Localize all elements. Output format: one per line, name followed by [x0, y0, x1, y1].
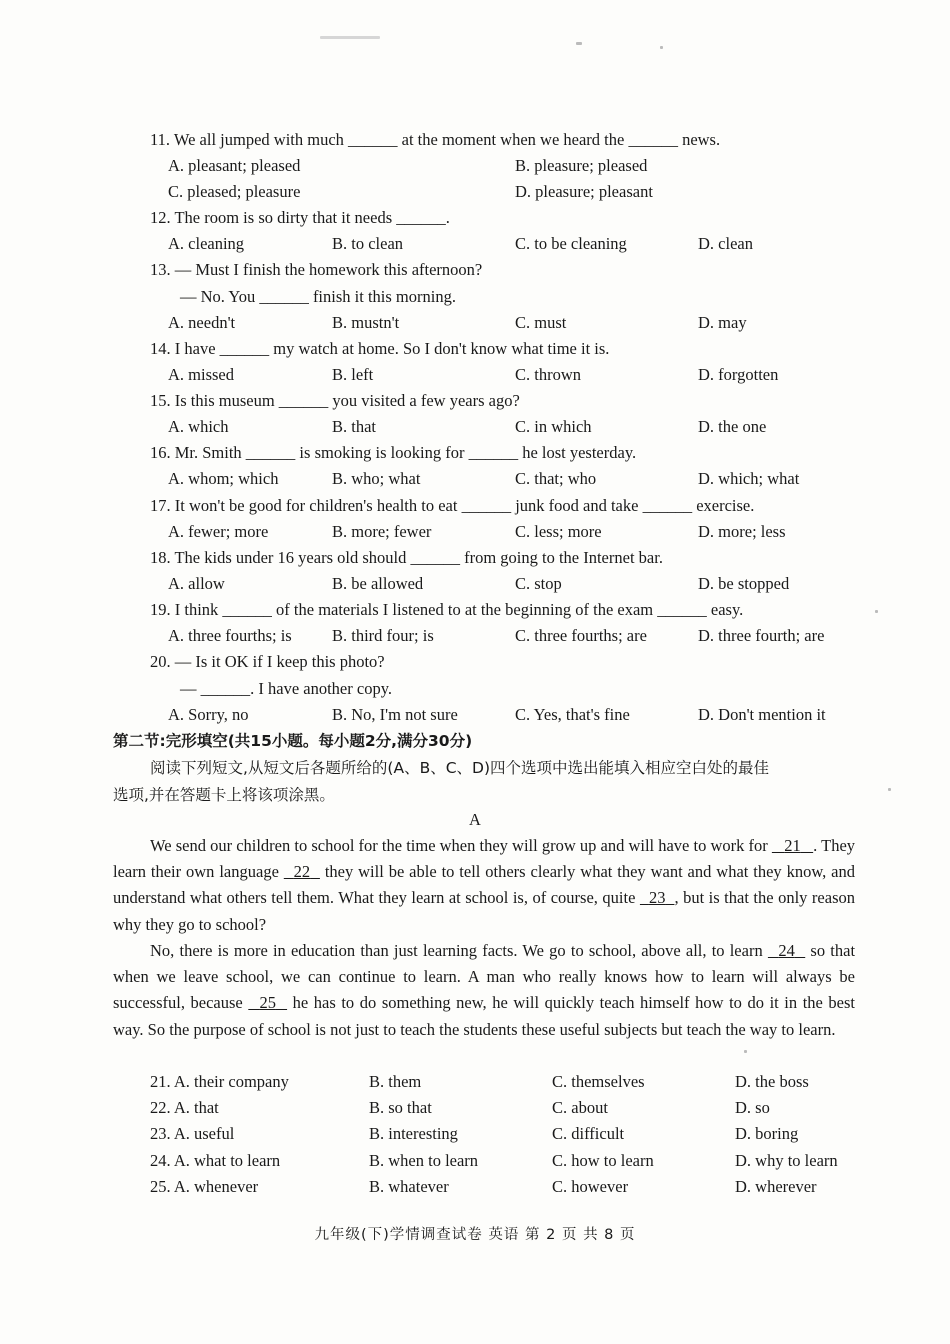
option-d: D. which; what	[698, 469, 800, 488]
scan-speck	[875, 610, 878, 613]
question-number: 11.	[150, 130, 171, 149]
option-b: B. to clean	[332, 234, 404, 253]
scan-speck	[320, 36, 380, 39]
option-c: C. Yes, that's fine	[515, 705, 630, 724]
option-d: D. wherever	[735, 1177, 817, 1196]
option-a: A. that	[173, 1098, 219, 1117]
option-b: B. that	[332, 417, 376, 436]
section-heading: 第二节:完形填空(共15小题。每小题2分,满分30分)	[113, 732, 473, 750]
question-stem: The kids under 16 years old should ______ from going to the Internet bar.	[174, 548, 663, 567]
page-footer: 九年级(下)学情调查试卷 英语 第 2 页 共 8 页	[314, 1227, 636, 1243]
option-b: B. pleasure; pleased	[515, 156, 648, 175]
option-a: A. whom; which	[168, 469, 279, 488]
option-b: B. whatever	[369, 1177, 449, 1196]
option-a: A. allow	[168, 574, 225, 593]
option-b: B. third four; is	[332, 626, 434, 645]
scan-speck	[744, 1050, 747, 1053]
option-b: B. who; what	[332, 469, 421, 488]
question-number: 24.	[150, 1151, 171, 1170]
option-c: C. in which	[515, 417, 592, 436]
question-stem: — Is it OK if I keep this photo?	[174, 652, 385, 671]
option-b: B. mustn't	[332, 313, 400, 332]
question-number: 14.	[150, 339, 171, 358]
option-a: A. their company	[173, 1072, 289, 1091]
option-c: C. must	[515, 313, 567, 332]
option-b: B. when to learn	[369, 1151, 479, 1170]
passage-paragraph-2: No, there is more in education than just learning facts. We go to school, above all, to learn 24 so that when we leave school, we can continue to learn. A man who really knows how to learn will always be successful, because 25 he has to do something new, he will quickly teach himself how to do it in the best way. So the purpose of school is not just to teach the students these useful subjects but teach the way to learn.	[113, 941, 856, 1039]
question-number: 18.	[150, 548, 171, 567]
question-stem-reply: — ______. I have another copy.	[180, 679, 392, 698]
question-stem: We all jumped with much ______ at the moment when we heard the ______ news.	[173, 130, 721, 149]
passage-paragraph-1: We send our children to school for the time when they will grow up and will have to work for 21 . They learn their own language 22 they will be able to tell others clearly what they want and what they know, and understand what others tell them. What they learn at school is, of course, quite 23 , but is that the only reason why they go to school?	[113, 836, 856, 934]
question-number: 23.	[150, 1124, 171, 1143]
option-d: D. the one	[698, 417, 767, 436]
question-number: 13.	[150, 260, 171, 279]
question-stem: Mr. Smith ______ is smoking is looking for ______ he lost yesterday.	[174, 443, 637, 462]
question-number: 21.	[150, 1072, 171, 1091]
option-d: D. pleasure; pleasant	[515, 182, 653, 201]
question-stem: — Must I finish the homework this afternoon?	[174, 260, 483, 279]
option-d: D. clean	[698, 234, 753, 253]
option-c: C. however	[552, 1177, 629, 1196]
option-c: C. stop	[515, 574, 562, 593]
option-a: A. pleasant; pleased	[168, 156, 301, 175]
option-a: A. useful	[173, 1124, 235, 1143]
question-number: 20.	[150, 652, 171, 671]
scan-speck	[888, 788, 891, 791]
option-c: C. that; who	[515, 469, 597, 488]
option-c: C. to be cleaning	[515, 234, 627, 253]
question-stem: It won't be good for children's health to eat ______ junk food and take ______ exercise.	[174, 496, 755, 515]
option-a: A. needn't	[168, 313, 236, 332]
blank-21: 21	[784, 836, 801, 855]
question-number: 15.	[150, 391, 171, 410]
option-c: C. three fourths; are	[515, 626, 647, 645]
option-b: B. be allowed	[332, 574, 424, 593]
blank-25: 25	[259, 993, 276, 1013]
question-number: 22.	[150, 1098, 171, 1117]
option-c: C. thrown	[515, 365, 581, 384]
scan-speck	[660, 46, 663, 49]
option-d: D. forgotten	[698, 365, 779, 384]
option-a: A. what to learn	[173, 1151, 281, 1170]
option-a: A. Sorry, no	[168, 705, 249, 724]
option-d: D. more; less	[698, 522, 786, 541]
option-c: C. pleased; pleasure	[168, 182, 301, 201]
option-c: C. themselves	[552, 1072, 645, 1091]
option-d: D. may	[698, 313, 747, 332]
option-b: B. more; fewer	[332, 522, 432, 541]
option-c: C. how to learn	[552, 1151, 654, 1170]
section-instruction-cont: 选项,并在答题卡上将该项涂黑。	[113, 786, 335, 804]
option-c: C. less; more	[515, 522, 602, 541]
option-d: D. be stopped	[698, 574, 790, 593]
question-stem-reply: — No. You ______ finish it this morning.	[180, 287, 456, 306]
option-a: A. cleaning	[168, 234, 245, 253]
question-stem: The room is so dirty that it needs ______.	[174, 208, 450, 227]
option-a: A. three fourths; is	[168, 626, 292, 645]
question-stem: I think ______ of the materials I listened to at the beginning of the exam ______ easy.	[174, 600, 744, 619]
option-d: D. Don't mention it	[698, 705, 826, 724]
question-number: 17.	[150, 496, 171, 515]
option-c: C. difficult	[552, 1124, 625, 1143]
option-c: C. about	[552, 1098, 608, 1117]
option-d: D. the boss	[735, 1072, 809, 1091]
question-stem: I have ______ my watch at home. So I don't know what time it is.	[174, 339, 610, 358]
blank-23: 23	[648, 888, 666, 908]
passage-label: A	[469, 810, 481, 829]
question-number: 25.	[150, 1177, 171, 1196]
option-b: B. so that	[369, 1098, 432, 1117]
question-number: 16.	[150, 443, 171, 462]
option-b: B. them	[369, 1072, 422, 1091]
option-d: D. why to learn	[735, 1151, 838, 1170]
question-number: 12.	[150, 208, 171, 227]
blank-22: 22	[293, 862, 311, 882]
option-d: D. three fourth; are	[698, 626, 825, 645]
option-a: A. missed	[168, 365, 234, 384]
question-stem: Is this museum ______ you visited a few years ago?	[174, 391, 520, 410]
option-b: B. No, I'm not sure	[332, 705, 458, 724]
blank-24: 24	[778, 941, 795, 960]
option-a: A. fewer; more	[168, 522, 269, 541]
option-d: D. boring	[735, 1124, 799, 1143]
option-a: A. which	[168, 417, 229, 436]
option-a: A. whenever	[173, 1177, 259, 1196]
option-b: B. interesting	[369, 1124, 458, 1143]
option-b: B. left	[332, 365, 374, 384]
section-instruction: 阅读下列短文,从短文后各题所给的(A、B、C、D)四个选项中选出能填入相应空白处的最佳	[150, 759, 770, 777]
option-d: D. so	[735, 1098, 770, 1117]
scan-speck	[576, 42, 582, 45]
question-number: 19.	[150, 600, 171, 619]
